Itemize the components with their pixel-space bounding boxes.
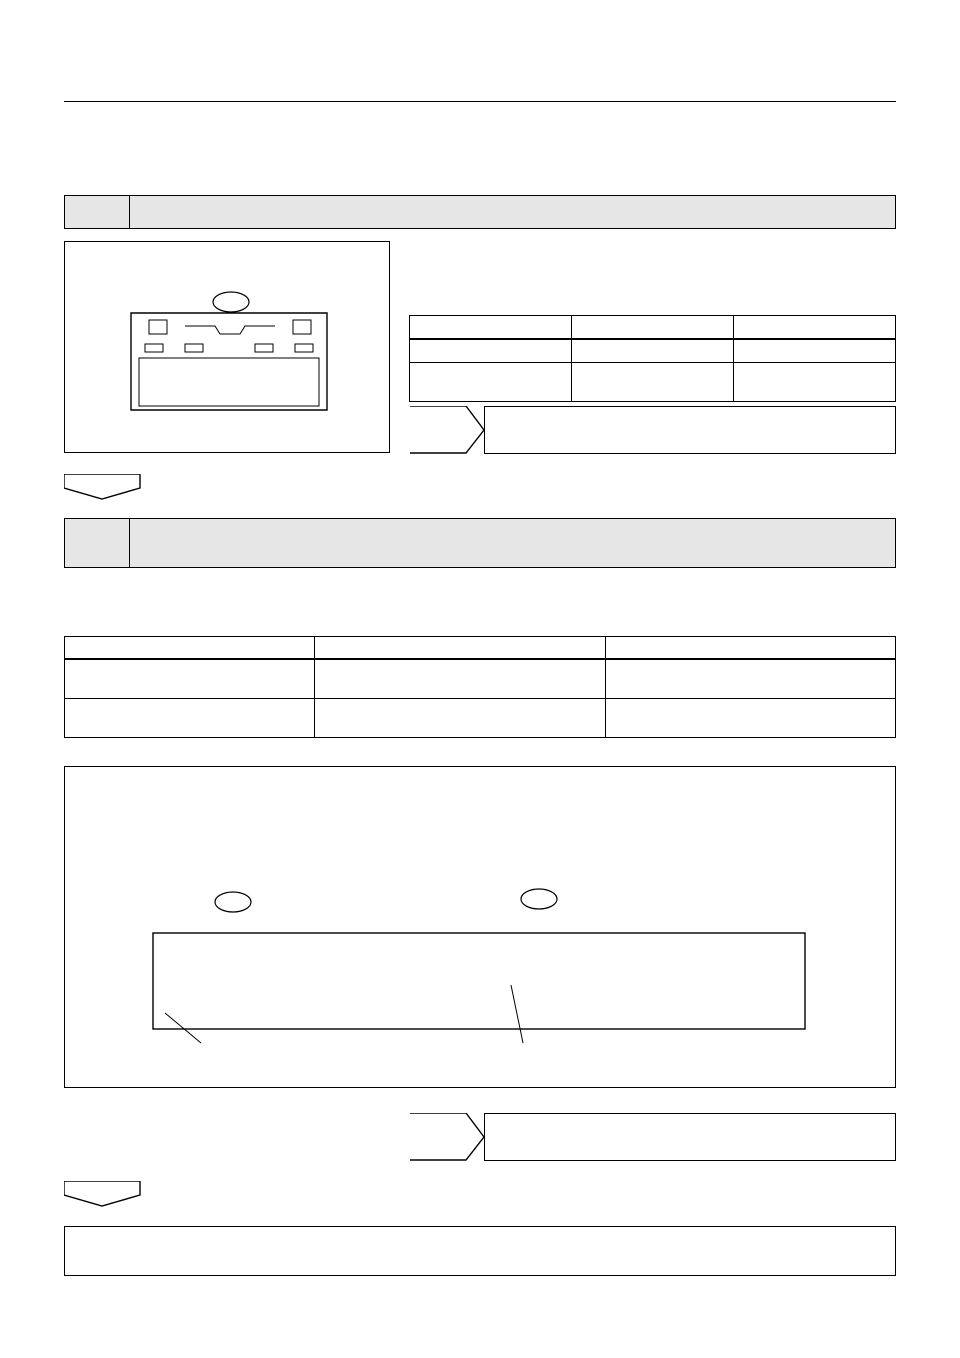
- table-header: [65, 637, 315, 660]
- running-header: [372, 86, 394, 100]
- final-proceed-box: [64, 1226, 896, 1276]
- step2-spec-table: [64, 636, 896, 738]
- step1-ok-arrow: [64, 474, 142, 500]
- table-header-row: [410, 316, 896, 340]
- table-header: [315, 637, 605, 660]
- table-row: [410, 363, 896, 402]
- table-row: [65, 659, 896, 699]
- p5-connector-drawing: [65, 242, 391, 454]
- table-cell: [410, 339, 572, 363]
- step1-ng-arrow: [410, 406, 486, 454]
- table-cell: [65, 659, 315, 699]
- step2-header: [64, 518, 896, 568]
- step1-ng-box: [484, 406, 896, 454]
- step2-ok-arrow: [64, 1181, 142, 1207]
- table-header-row: [65, 637, 896, 660]
- table-cell: [65, 699, 315, 738]
- table-row: [65, 699, 896, 738]
- table-cell: [572, 339, 734, 363]
- table-header: [605, 637, 895, 660]
- table-header: [410, 316, 572, 340]
- table-header: [572, 316, 734, 340]
- table-cell-multiline: [315, 699, 605, 738]
- step2-ng-box: [484, 1113, 896, 1161]
- header-rule: [64, 101, 896, 102]
- table-header: [734, 316, 896, 340]
- table-row: [410, 339, 896, 363]
- table-cell-multiline: [572, 363, 734, 402]
- step1-header: [64, 195, 896, 229]
- table-cell: [410, 363, 572, 402]
- step1-spec-table: [409, 315, 896, 402]
- p5-connector-figure: [64, 241, 390, 453]
- table-cell: [734, 339, 896, 363]
- body-ecu-connector-figure: [64, 766, 896, 1088]
- table-cell-multiline: [605, 699, 895, 738]
- step2-ng-arrow: [410, 1113, 486, 1161]
- body-ecu-connector-drawing: [65, 767, 897, 1089]
- table-cell: [734, 363, 896, 402]
- table-cell-multiline: [315, 659, 605, 699]
- step1-divider: [129, 196, 130, 228]
- table-cell-multiline: [605, 659, 895, 699]
- step2-divider: [129, 519, 130, 567]
